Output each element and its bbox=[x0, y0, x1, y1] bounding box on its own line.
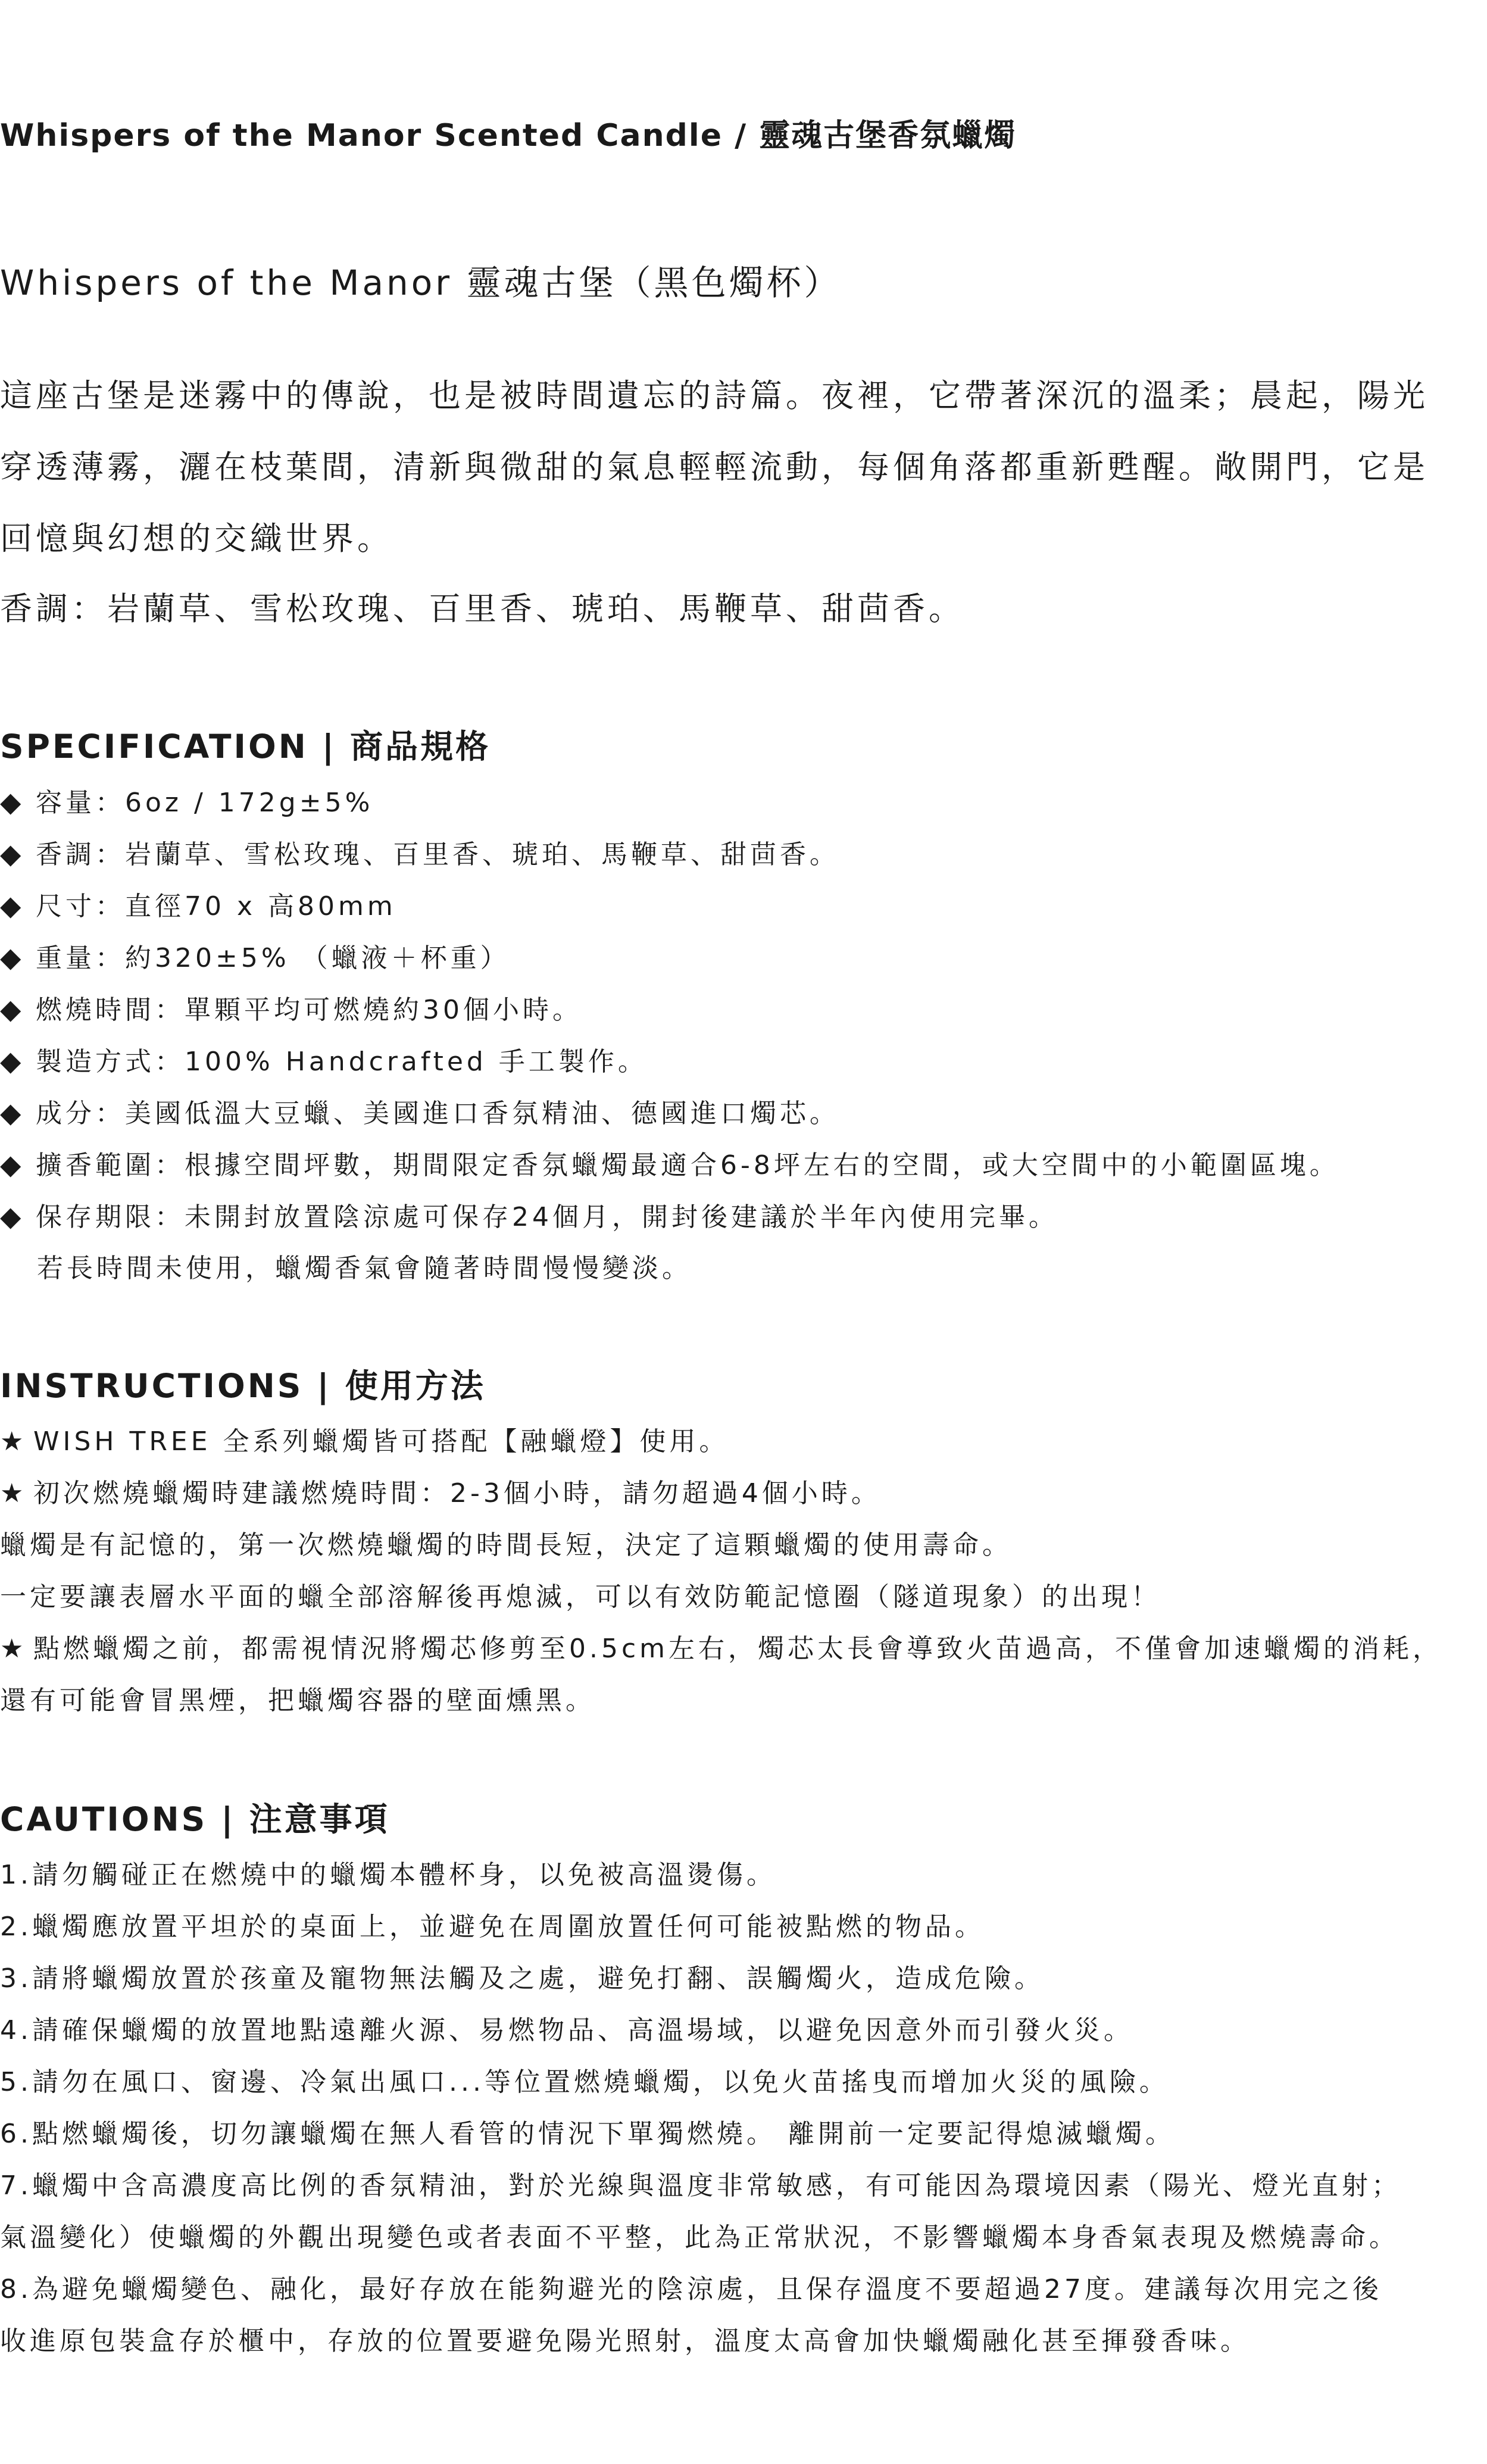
spec-item bbox=[0, 932, 1487, 983]
diamond-bullet-icon: ◆ bbox=[0, 1200, 25, 1232]
spec-item bbox=[0, 1035, 1487, 1087]
spec-item bbox=[0, 1139, 1487, 1191]
instruction-line bbox=[0, 1623, 1487, 1675]
scent-notes: 香調：岩蘭草、雪松玫瑰、百里香、琥珀、馬鞭草、甜茴香。 bbox=[0, 590, 964, 627]
intro-paragraph bbox=[0, 360, 1487, 574]
spec-item bbox=[0, 776, 1487, 828]
instruction-text: 初次燃燒蠟燭時建議燃燒時間：2-3個小時，請勿超過4個小時。 bbox=[33, 1478, 881, 1509]
instructions-list bbox=[0, 1416, 1487, 1726]
spec-item-text: 重量：約320±5% （蠟液＋杯重） bbox=[36, 943, 510, 973]
diamond-bullet-icon: ◆ bbox=[0, 1097, 25, 1129]
instruction-line bbox=[0, 1675, 1487, 1726]
caution-line: 8.為避免蠟燭變色、融化，最好存放在能夠避光的陰涼處，且保存溫度不要超過27度。建議每次用完之後 bbox=[0, 2274, 1382, 2304]
intro-line: 回憶與幻想的交織世界。 bbox=[0, 520, 393, 557]
diamond-bullet-icon: ◆ bbox=[0, 1045, 25, 1077]
spec-item bbox=[0, 828, 1487, 880]
diamond-bullet-icon: ◆ bbox=[0, 786, 25, 818]
star-bullet-icon: ★ bbox=[0, 1634, 27, 1664]
cautions-heading: CAUTIONS | 注意事項 bbox=[0, 1800, 390, 1838]
caution-line: 4.請確保蠟燭的放置地點遠離火源、易燃物品、高溫場域，以避免因意外而引發火災。 bbox=[0, 2015, 1133, 2045]
caution-line: 7.蠟燭中含高濃度高比例的香氛精油，對於光線與溫度非常敏感，有可能因為環境因素（陽光、燈光直射； bbox=[0, 2171, 1401, 2201]
spec-item bbox=[0, 1191, 1487, 1242]
spec-item bbox=[0, 983, 1487, 1035]
instruction-line bbox=[0, 1467, 1487, 1519]
spec-item-text: 容量：6oz / 172g±5% bbox=[36, 788, 374, 818]
spec-item-text: 香調：岩蘭草、雪松玫瑰、百里香、琥珀、馬鞭草、甜茴香。 bbox=[36, 839, 839, 870]
diamond-bullet-icon: ◆ bbox=[0, 1148, 25, 1181]
specification-heading: SPECIFICATION | 商品規格 bbox=[0, 727, 491, 766]
instruction-text: 蠟燭是有記憶的，第一次燃燒蠟燭的時間長短，決定了這顆蠟燭的使用壽命。 bbox=[0, 1530, 1012, 1560]
spec-item bbox=[0, 1087, 1487, 1139]
caution-line: 3.請將蠟燭放置於孩童及寵物無法觸及之處，避免打翻、誤觸燭火，造成危險。 bbox=[0, 1963, 1044, 1994]
diamond-bullet-icon: ◆ bbox=[0, 838, 25, 870]
spec-item-text: 尺寸：直徑70 x 高80mm bbox=[36, 891, 396, 922]
intro-line: 這座古堡是迷霧中的傳說，也是被時間遺忘的詩篇。夜裡，它帶著深沉的溫柔；晨起，陽光 bbox=[0, 377, 1429, 414]
instruction-text: 點燃蠟燭之前，都需視情況將燭芯修剪至0.5cm左右，燭芯太長會導致火苗過高，不僅會加速蠟燭的消耗， bbox=[33, 1634, 1443, 1664]
diamond-bullet-icon: ◆ bbox=[0, 889, 25, 922]
spec-item-continuation: 若長時間未使用，蠟燭香氣會隨著時間慢慢變淡。 bbox=[37, 1253, 692, 1283]
spec-item-text: 製造方式：100% Handcrafted 手工製作。 bbox=[36, 1047, 648, 1077]
instructions-heading: INSTRUCTIONS | 使用方法 bbox=[0, 1367, 486, 1405]
spec-item bbox=[0, 880, 1487, 932]
intro-line: 穿透薄霧，灑在枝葉間，清新與微甜的氣息輕輕流動，每個角落都重新甦醒。敞開門，它是 bbox=[0, 448, 1429, 486]
caution-line: 1.請勿觸碰正在燃燒中的蠟燭本體杯身，以免被高溫燙傷。 bbox=[0, 1860, 776, 1890]
spec-item-text: 燃燒時間：單顆平均可燃燒約30個小時。 bbox=[36, 995, 582, 1025]
cautions-list bbox=[0, 1849, 1487, 2367]
spec-item-text: 保存期限：未開封放置陰涼處可保存24個月，開封後建議於半年內使用完畢。 bbox=[36, 1202, 1058, 1232]
spec-item-text: 成分：美國低溫大豆蠟、美國進口香氛精油、德國進口燭芯。 bbox=[36, 1098, 839, 1129]
diamond-bullet-icon: ◆ bbox=[0, 941, 25, 973]
instruction-text: 還有可能會冒黑煙，把蠟燭容器的壁面燻黑。 bbox=[0, 1685, 595, 1716]
instruction-text: WISH TREE 全系列蠟燭皆可搭配【融蠟燈】使用。 bbox=[33, 1426, 729, 1457]
instruction-line bbox=[0, 1519, 1487, 1571]
instruction-line bbox=[0, 1571, 1487, 1623]
spec-item-text: 擴香範圍：根據空間坪數，期間限定香氛蠟燭最適合6-8坪左右的空間，或大空間中的小範圍區塊。 bbox=[36, 1150, 1339, 1181]
caution-line: 收進原包裝盒存於櫃中，存放的位置要避免陽光照射，溫度太高會加快蠟燭融化甚至揮發香味。 bbox=[0, 2326, 1250, 2356]
instruction-line bbox=[0, 1416, 1487, 1467]
diamond-bullet-icon: ◆ bbox=[0, 993, 25, 1025]
caution-line: 5.請勿在風口、窗邊、冷氣出風口...等位置燃燒蠟燭，以免火苗搖曳而增加火災的風險。 bbox=[0, 2067, 1169, 2097]
instruction-text: 一定要讓表層水平面的蠟全部溶解後再熄滅，可以有效防範記憶圈（隧道現象）的出現！ bbox=[0, 1582, 1161, 1612]
star-bullet-icon: ★ bbox=[0, 1426, 27, 1457]
caution-line: 6.點燃蠟燭後，切勿讓蠟燭在無人看管的情況下單獨燃燒。 離開前一定要記得熄滅蠟燭。 bbox=[0, 2119, 1175, 2149]
product-subtitle: Whispers of the Manor 靈魂古堡（黑色燭杯） bbox=[0, 263, 842, 303]
star-bullet-icon: ★ bbox=[0, 1478, 27, 1509]
product-title: Whispers of the Manor Scented Candle / 靈魂古堡香氛蠟燭 bbox=[0, 118, 1017, 154]
caution-line: 氣溫變化）使蠟燭的外觀出現變色或者表面不平整，此為正常狀況，不影響蠟燭本身香氣表現及燃燒壽命。 bbox=[0, 2222, 1399, 2253]
specification-list bbox=[0, 776, 1487, 1294]
caution-line: 2.蠟燭應放置平坦於的桌面上，並避免在周圍放置任何可能被點燃的物品。 bbox=[0, 1912, 985, 1942]
